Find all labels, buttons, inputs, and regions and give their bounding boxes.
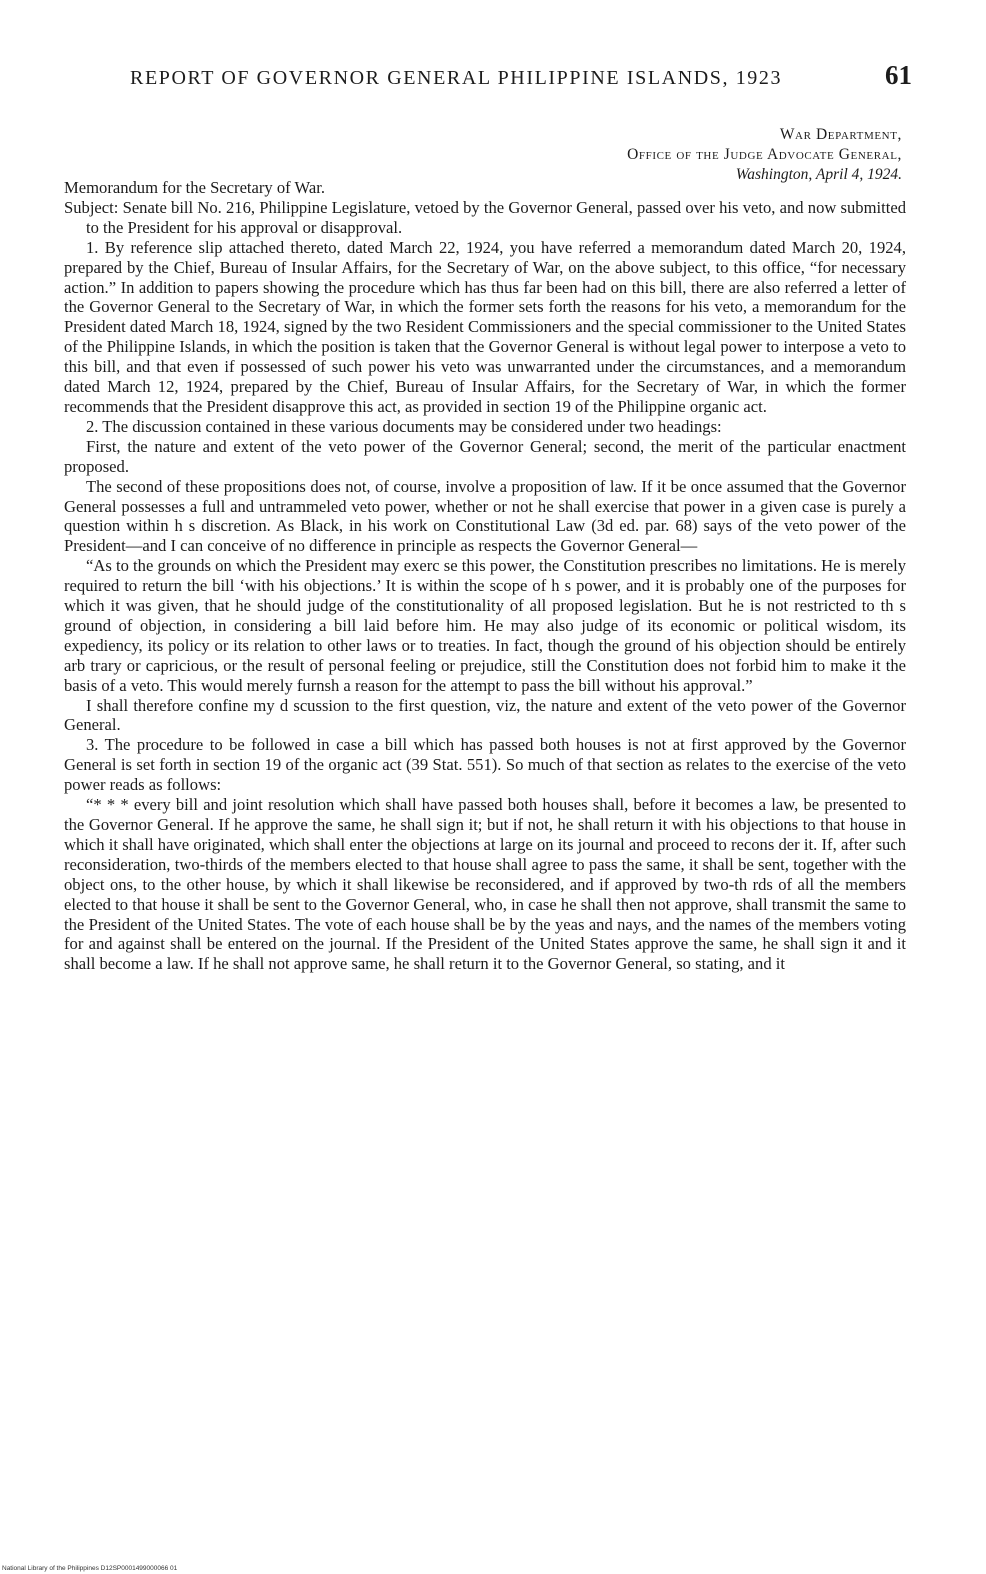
dateline-department: War Department, (779, 126, 902, 143)
paragraph-3: 3. The procedure to be followed in case a bill which has passed both houses is not at first approved by the Governor General is set forth in section 19 of the organic act (39 Stat. 551). So much of that section as relates to the exercise of the veto power reads as follows: (64, 735, 906, 795)
scan-footer: National Library of the Philippines D12SP0001499000066 01 (2, 1565, 178, 1572)
page-header (130, 60, 912, 91)
dateline-office: Office of the Judge Advocate General, (627, 146, 902, 163)
dateline-place-date: Washington, April 4, 1924. (735, 166, 902, 183)
paragraph-2: 2. The discussion contained in these various documents may be considered under two headings: (86, 416, 722, 436)
memo-body (64, 178, 906, 974)
dateline (627, 125, 902, 185)
page-number: 61 (885, 60, 912, 90)
block-quote-black: “As to the grounds on which the President may exerc se this power, the Constitution prescribes no limitations. He is merely required to return the bill ‘with his objections.’ It is within the scope of h s power, and it is probably one of the purposes for which it was given, that he should judge of the constitutionality of all proposed legislation. But he is not restricted to th s ground of objection, in considering a bill laid before him. He may also judge of its economic or political wisdom, its expediency, its policy or its relation to other laws or to treaties. In fact, though the ground of his objection should be entirely arb trary or capricious, or the result of personal feeling or prejudice, still the Constitution does not forbid him to make it the basis of a veto. This would merely furnsh a reason for the attempt to pass the bill without his approval.” (64, 556, 906, 695)
memo-subject: Subject: Senate bill No. 216, Philippine Legislature, vetoed by the Governor General, passed over his veto, and now submitted to the President for his approval or disapproval. (64, 197, 906, 237)
memo-addressee: Memorandum for the Secretary of War. (64, 178, 326, 197)
paragraph-second-proposition: The second of these propositions does not, of course, involve a proposition of law. If it be once assumed that the Governor General possesses a full and untrammeled veto power, whether or not he shall exercise that power in a given case is purely a question within h s discretion. As Black, in his work on Constitutional Law (3d ed. par. 68) says of the veto power of the President—and I can conceive of no difference in principle as respects the Governor General— (64, 476, 906, 556)
paragraph-headings: First, the nature and extent of the veto power of the Governor General; second, the merit of the particular enactment proposed. (64, 436, 906, 476)
paragraph-1: 1. By reference slip attached thereto, dated March 22, 1924, you have referred a memorandum dated March 20, 1924, prepared by the Chief, Bureau of Insular Affairs, for the Secretary of War, on the above subject, to this office, “for necessary action.” In addition to papers showing the procedure which has thus far been had on this bill, there are also referred a letter of the Governor General to the Secretary of War, in which the former sets forth the reasons for his veto, a memorandum for the President dated March 18, 1924, signed by the two Resident Commissioners and the special commissioner to the United States of the Philippine Islands, in which the position is taken that the Governor General is without legal power to interpose a veto to this bill, and that even if possessed of such power his veto was unwarranted under the circumstances, and a memorandum dated March 12, 1924, prepared by the Chief, Bureau of Insular Affairs, for the Secretary of War, in which the former recommends that the President disapprove this act, as provided in section 19 of the Philippine organic act. (64, 237, 906, 416)
paragraph-confine: I shall therefore confine my d scussion to the first question, viz, the nature and extent of the veto power of the Governor General. (64, 695, 906, 735)
running-title: REPORT OF GOVERNOR GENERAL PHILIPPINE ISLANDS, 1923 (130, 67, 783, 89)
block-quote-section-19: “* * * every bill and joint resolution which shall have passed both houses shall, before it becomes a law, be presented to the Governor General. If he approve the same, he shall sign it; but if not, he shall return it with his objections to that house in which it shall have originated, which shall enter the objections at large on its journal and proceed to recons der it. If, after such reconsideration, two-thirds of the members elected to that house shall agree to pass the same, it shall be sent, together with the object ons, to the other house, by which it shall likewise be reconsidered, and if approved by two-th rds of all the members elected to that house it shall be sent to the Governor General, who, in case he shall then not approve, shall transmit the same to the President of the United States. The vote of each house shall be by the yeas and nays, and the names of the members voting for and against shall be entered on the journal. If the President of the United States approve the same, he shall sign it and it shall become a law. If he shall not approve same, he shall return it to the Governor General, so stating, and it (64, 795, 906, 974)
